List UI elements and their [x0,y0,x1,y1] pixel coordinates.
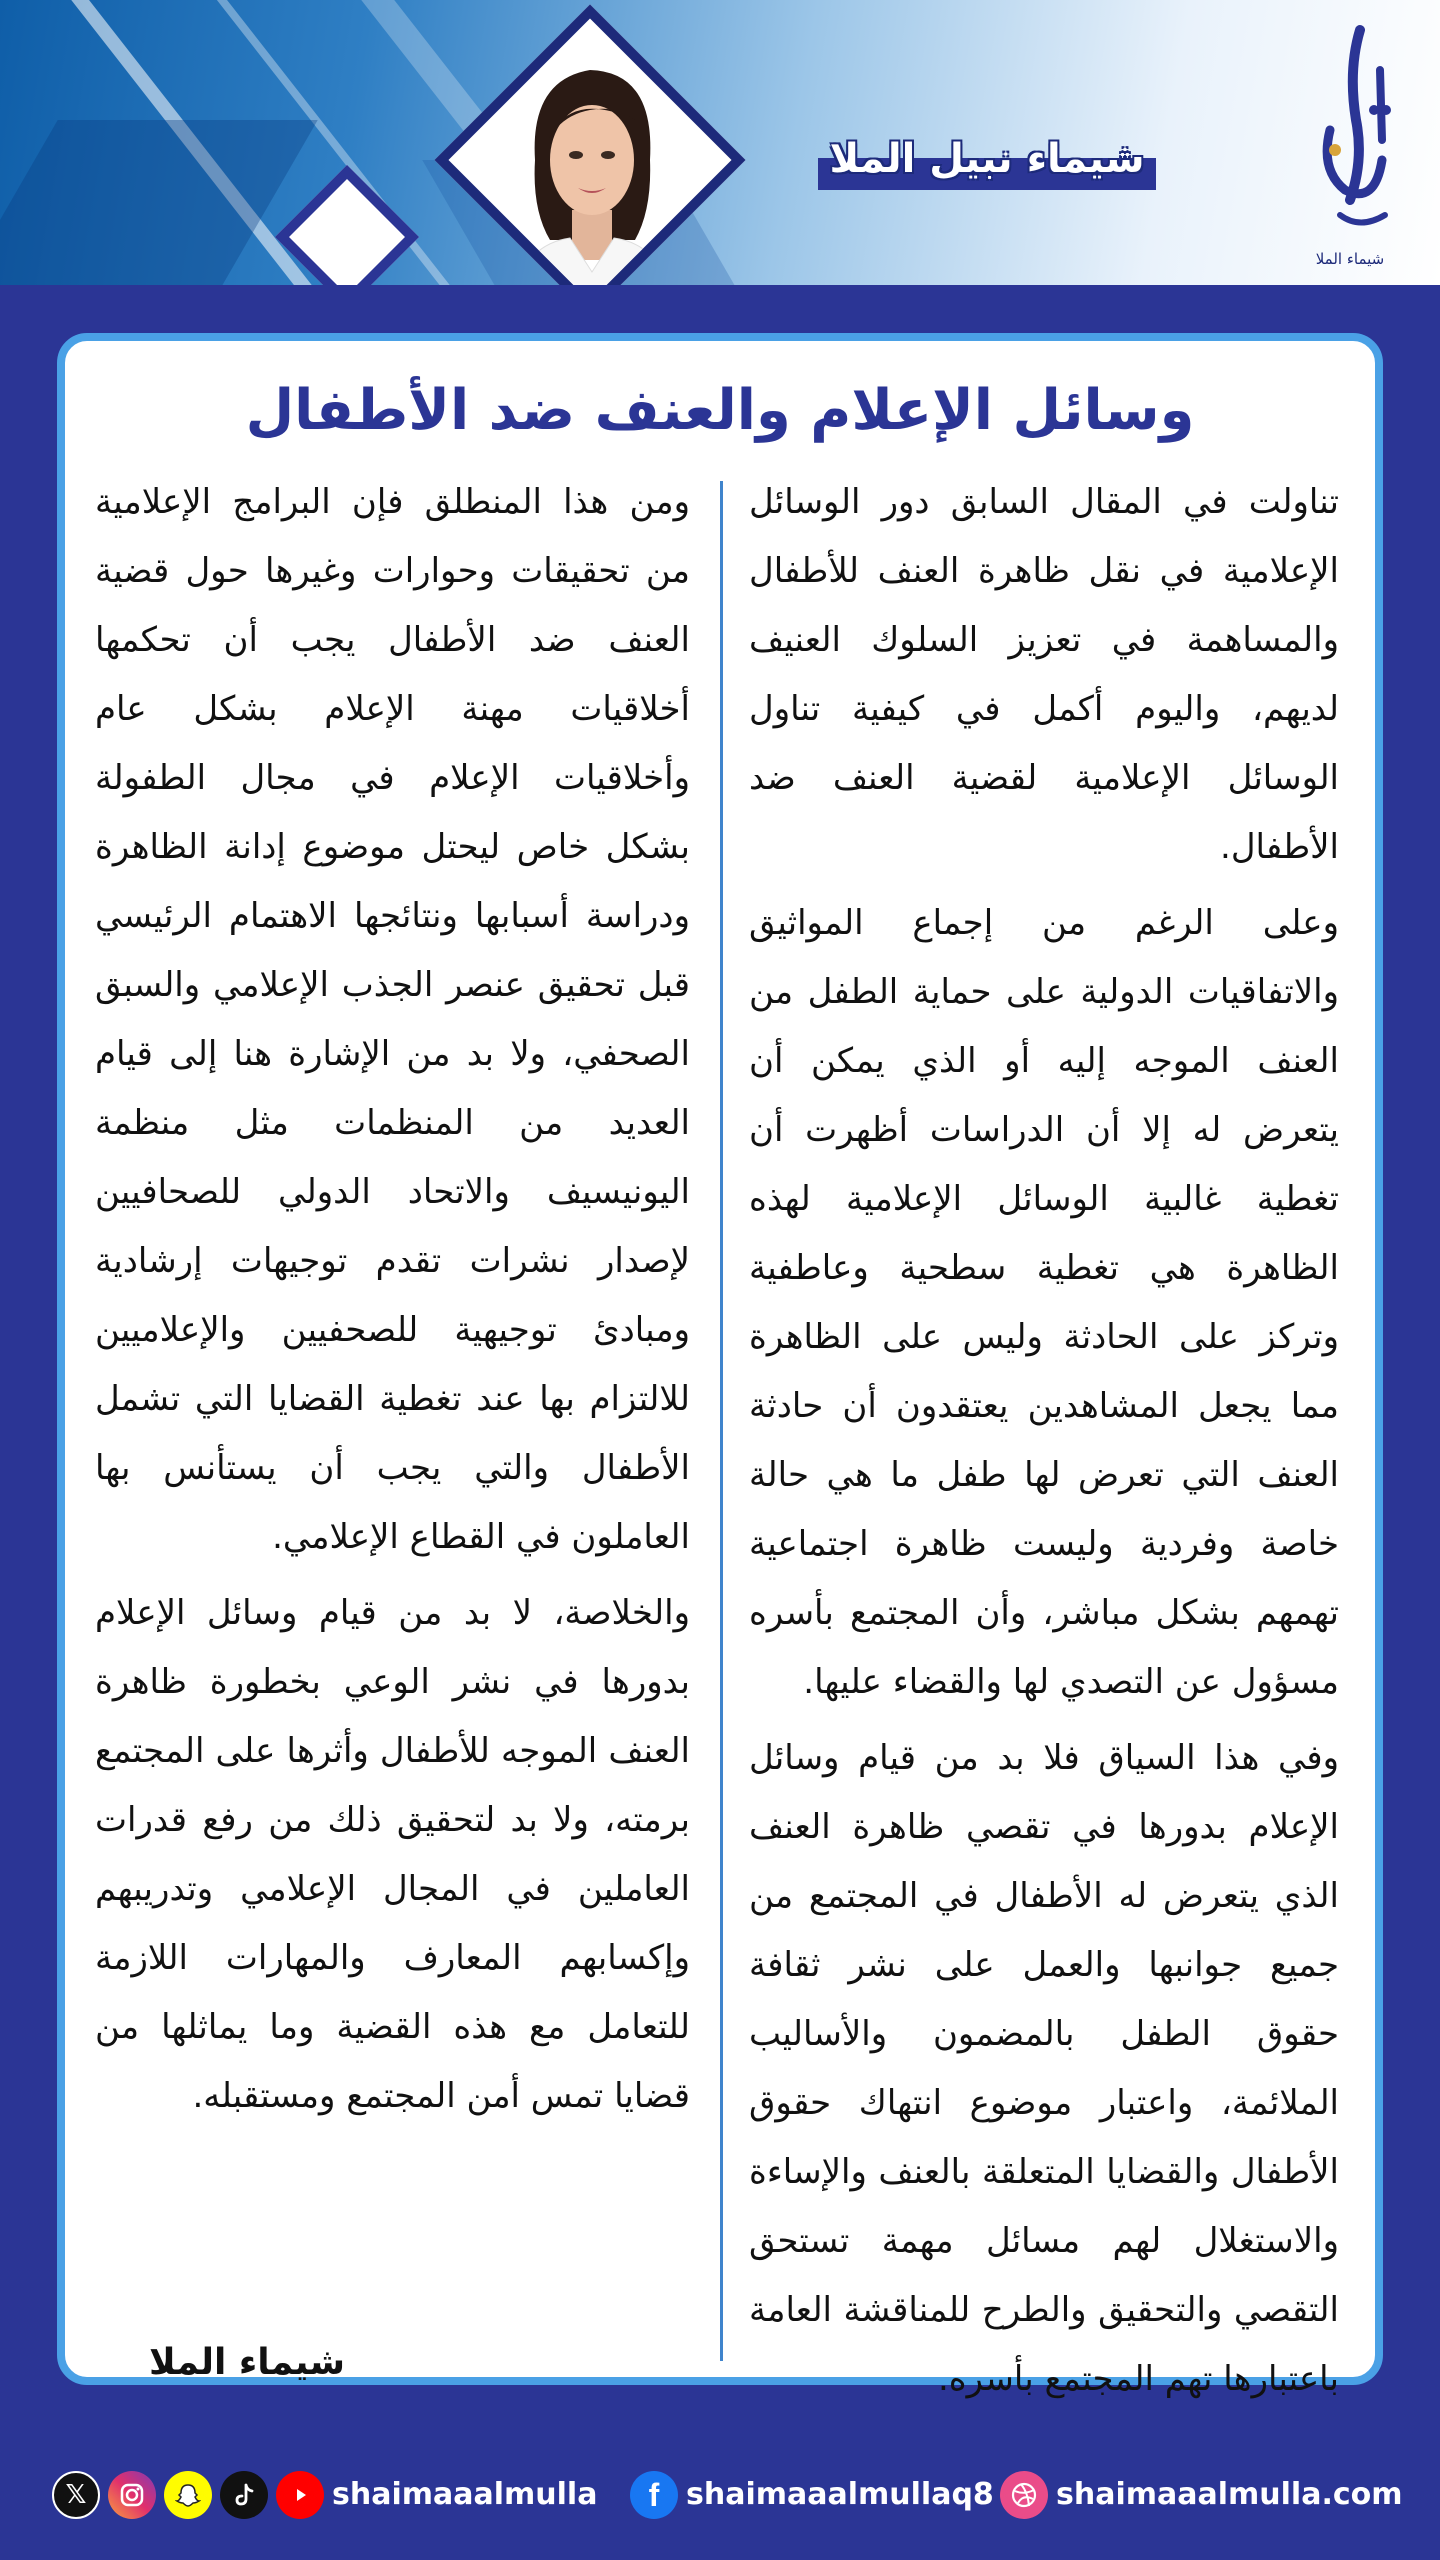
article-paragraph: تناولت في المقال السابق دور الوسائل الإعلامية في نقل ظاهرة العنف للأطفال والمساهمة في تعزيز السلوك العنيف لديهم، واليوم أكمل في كيفية تناول الوسائل الإعلامية لقضية العنف ضد الأطفال. [749,482,1339,867]
article-paragraph: ومن هذا المنطلق فإن البرامج الإعلامية من تحقيقات وحوارات وغيرها حول قضية العنف ضد الأطفال يجب أن تحكمها أخلاقيات مهنة الإعلام بشكل عام وأخلاقيات الإعلام في مجال الطفولة بشكل خاص ليحتل موضوع إدانة الظاهرة ودراسة أسبابها ونتائجها الاهتمام الرئيسي قبل تحقيق عنصر الجذب الإعلامي والسبق الصحفي، ولا بد من الإشارة هنا إلى قيام العديد من المنظمات مثل منظمة اليونيسيف والاتحاد الدولي للصحافيين لإصدار نشرات تقدم توجيهات إرشادية ومبادئ توجيهية للصحفيين والإعلاميين للالتزام بها عند تغطية القضايا التي تشمل الأطفال والتي يجب أن يستأنس بها العاملون في القطاع الإعلامي. [95,482,690,1557]
facebook-link[interactable] [630,2465,994,2525]
article-column-right [749,468,1339,2421]
website-url: shaimaaalmulla.com [1056,2477,1403,2512]
article-paragraph: وعلى الرغم من إجماع المواثيق والاتفاقيات الدولية على حماية الطفل من العنف الموجه إليه أو الذي يمكن أن يتعرض له إلا أن الدراسات أظهرت أن تغطية غالبية الوسائل الإعلامية لهذه الظاهرة هي تغطية سطحية وعاطفية وتركز على الحادثة وليس على الظاهرة مما يجعل المشاهدين يعتقدون أن حادثة العنف التي تعرض لها طفل ما هي حالة خاصة وفردية وليست ظاهرة اجتماعية تهمهم بشكل مباشر، وأن المجتمع بأسره مسؤول عن التصدي لها والقضاء عليها. [749,903,1339,1702]
facebook-handle: shaimaaalmullaq8 [686,2477,994,2512]
social-icons-group [52,2465,597,2525]
calligraphy-logo-icon [1290,10,1410,270]
instagram-icon[interactable] [108,2471,156,2519]
decor-facet [0,120,318,285]
column-divider [720,481,723,2361]
tiktok-icon[interactable] [220,2471,268,2519]
website-link[interactable] [1000,2465,1403,2525]
author-name: شيماء نبيل الملا [829,136,1145,182]
article-paragraph: والخلاصة، لا بد من قيام وسائل الإعلام بدورها في نشر الوعي بخطورة ظاهرة العنف الموجه للأطفال وأثرها على المجتمع برمته، ولا بد لتحقيق ذلك من رفع قدرات العاملين في المجال الإعلامي وتدريبهم وإكسابهم المعارف والمهارات اللازمة للتعامل مع هذه القضية وما يماثلها من قضايا تمس أمن المجتمع ومستقبله. [95,1593,690,2116]
article-paragraph: وفي هذا السياق فلا بد من قيام وسائل الإعلام بدورها في تقصي ظاهرة العنف الذي يتعرض له الأطفال في المجتمع من جميع جوانبها والعمل على نشر ثقافة حقوق الطفل بالمضمون والأساليب الملائمة، واعتبار موضوع انتهاك حقوق الأطفال والقضايا المتعلقة بالعنف والإساءة والاستغلال لهم مسائل مهمة تستحق التقصي والتحقيق والطرح للمناقشة العامة باعتبارها تهم المجتمع بأسره. [749,1738,1339,2399]
logo-caption: شيماء الملا [1315,250,1385,268]
x-icon[interactable]: 𝕏 [52,2471,100,2519]
youtube-icon[interactable] [276,2471,324,2519]
author-signature: شيماء الملا [148,2342,345,2383]
social-footer [0,2455,1440,2535]
social-handle[interactable]: shaimaaalmulla [332,2477,598,2512]
article-column-left [95,468,690,2138]
author-name-banner [818,130,1156,190]
snapchat-icon[interactable] [164,2471,212,2519]
article-title: وسائل الإعلام والعنف ضد الأطفال [245,378,1195,443]
article-card [57,333,1383,2399]
facebook-icon: f [630,2471,678,2519]
header-banner [0,0,1440,285]
dribbble-icon [1000,2471,1048,2519]
